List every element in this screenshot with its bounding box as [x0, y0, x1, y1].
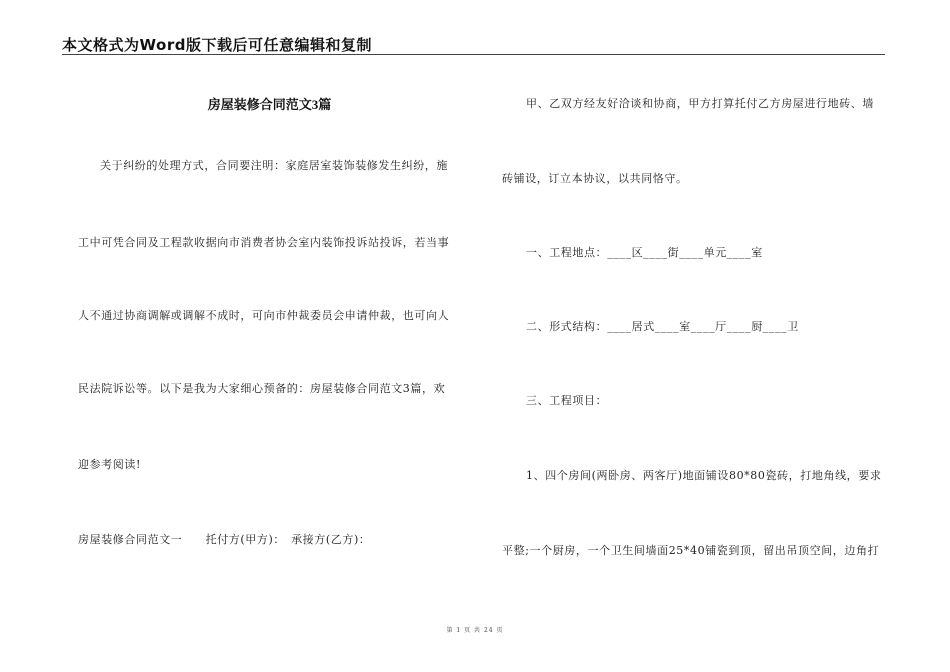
- right-paragraph-line: 平整;一个厨房，一个卫生间墙面25*40铺瓷到顶，留出吊顶空间，边角打: [502, 544, 880, 557]
- page-number: 第 1 页 共 24 页: [446, 627, 504, 634]
- right-paragraph-line: 1、四个房间(两卧房、两客厅)地面铺设80*80瓷砖，打地角线，要求: [526, 469, 882, 482]
- project-items-heading: 三、工程项目：: [526, 394, 608, 407]
- structure-form-line: 二、形式结构：____居式____室____厅____厨____卫: [526, 320, 799, 333]
- left-paragraph-line: 人不通过协商调解或调解不成时，可向市仲裁委员会申请仲裁，也可向人: [78, 309, 450, 322]
- header-rule: [62, 54, 885, 55]
- document-banner: 本文格式为Word版下载后可任意编辑和复制: [62, 36, 372, 54]
- left-paragraph-line: 工中可凭合同及工程款收据向市消费者协会室内装饰投诉站投诉，若当事: [78, 236, 450, 249]
- contract-heading-line: 房屋装修合同范文一 托付方(甲方)： 承接方(乙方)：: [78, 533, 371, 546]
- right-paragraph-line: 砖铺设，订立本协议，以共同恪守。: [502, 172, 688, 185]
- left-paragraph-line: 关于纠纷的处理方式，合同要注明：家庭居室装饰装修发生纠纷，施: [100, 159, 448, 172]
- left-paragraph-line: 民法院诉讼等。以下是我为大家细心预备的：房屋装修合同范文3篇，欢: [78, 382, 446, 395]
- document-title: 房屋装修合同范文3篇: [207, 97, 332, 112]
- project-location-line: 一、工程地点：____区____街____单元____室: [526, 246, 763, 259]
- right-paragraph-line: 甲、乙双方经友好洽谈和协商，甲方打算托付乙方房屋进行地砖、墙: [526, 97, 874, 110]
- left-paragraph-line: 迎参考阅读!: [78, 458, 142, 471]
